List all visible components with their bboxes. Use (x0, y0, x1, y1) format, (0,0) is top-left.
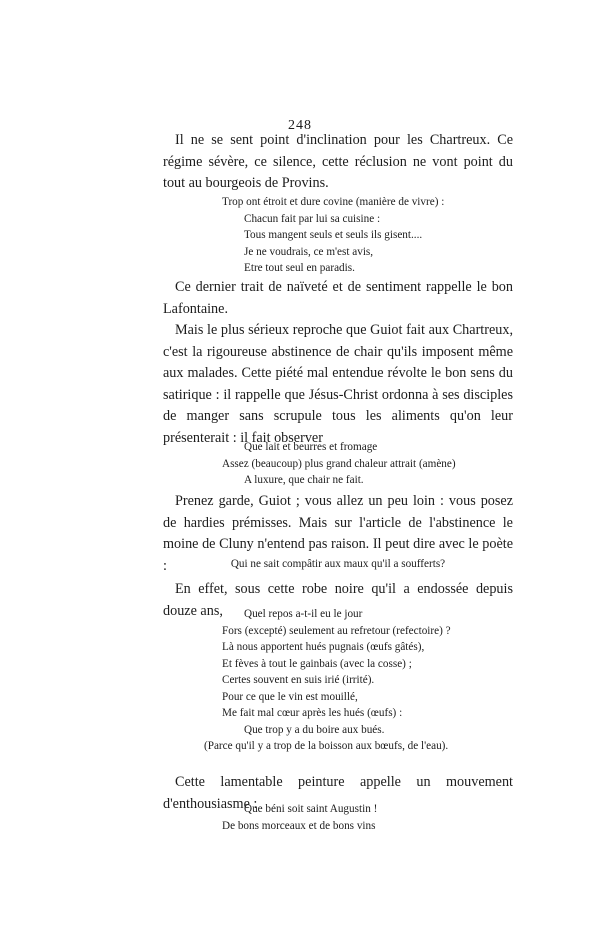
verse-line: Fors (excepté) seulement au refretour (refectoire) ? (222, 624, 451, 637)
verse-line: Assez (beaucoup) plus grand chaleur attrait (amène) (222, 457, 456, 470)
verse-line: Là nous apportent hués pugnais (œufs gâtés), (222, 641, 425, 653)
verse-line: Certes souvent en suis irié (irrité). (222, 674, 375, 686)
verse-line: Et fèves à tout le gainbais (avec la cosse) ; (222, 657, 412, 670)
page-number: 248 (288, 118, 312, 133)
paragraph-text: Ce dernier trait de naïveté et de sentiment rappelle le bon Lafontaine. (163, 279, 513, 317)
verse-line: Etre tout seul en paradis. (244, 262, 355, 274)
paragraph-text: En effet, sous cette robe noire qu'il a endossée depuis douze ans, (163, 581, 513, 619)
verse-line: Chacun fait par lui sa cuisine : (244, 212, 381, 225)
verse-covine (222, 194, 444, 277)
verse-line: Que lait et beurres et fromage (244, 441, 378, 453)
verse-line: (Parce qu'il y a trop de la boisson aux bœufs, de l'eau). (204, 740, 449, 752)
paragraph-chartreux (163, 130, 513, 195)
verse-poete (163, 556, 513, 573)
verse-line: A luxure, que chair ne fait. (244, 474, 364, 486)
verse-line: Que trop y a du boire aux bués. (244, 723, 385, 736)
verse-line: Me fait mal cœur après les hués (œufs) : (222, 707, 403, 719)
verse-line: Tous mangent seuls et seuls ils gisent.... (244, 229, 423, 241)
paragraph-text: Il ne se sent point d'inclination pour les Chartreux. Ce régime sévère, ce silence, cette réclusion ne vont point du tout au bourgeois de Provins. (163, 132, 513, 191)
paragraph-text: Cette lamentable peinture appelle un mouvement d'enthousiasme : (163, 774, 513, 812)
paragraph-abstinence (163, 320, 513, 449)
verse-line: Qui ne sait compâtir aux maux qu'il a soufferts? (230, 558, 446, 570)
verse-line: Que béni soit saint Augustin ! (244, 803, 378, 815)
paragraph-text: Prenez garde, Guiot ; vous allez un peu loin : vous posez de hardies prémisses. Mais sur l'article de l'abstinence le moine de Cluny n'entend pas raison. Il peut dire avec le poète : (163, 493, 513, 574)
paragraph-lafontaine (163, 277, 513, 320)
verse-augustin (222, 801, 377, 834)
verse-line: De bons morceaux et de bons vins (222, 819, 376, 832)
paragraph-text: Mais le plus sérieux reproche que Guiot fait aux Chartreux, c'est la rigoureuse abstinence de chair qu'ils imposent même aux malades. Cette piété mal entendue révolte le bon sens du satirique : il rappelle que Jésus-Christ ordonna à ses disciples de manger sans scrupule tous les aliments qu'on leur présenterait : il fait observer (163, 322, 513, 446)
verse-line: Quel repos a-t-il eu le jour (244, 608, 363, 620)
verse-refectoire (204, 606, 451, 755)
verse-line: Trop ont étroit et dure covine (manière de vivre) : (222, 196, 445, 208)
verse-lait (222, 439, 456, 489)
verse-line: Je ne voudrais, ce m'est avis, (244, 245, 374, 258)
verse-line: Pour ce que le vin est mouillé, (222, 690, 358, 703)
